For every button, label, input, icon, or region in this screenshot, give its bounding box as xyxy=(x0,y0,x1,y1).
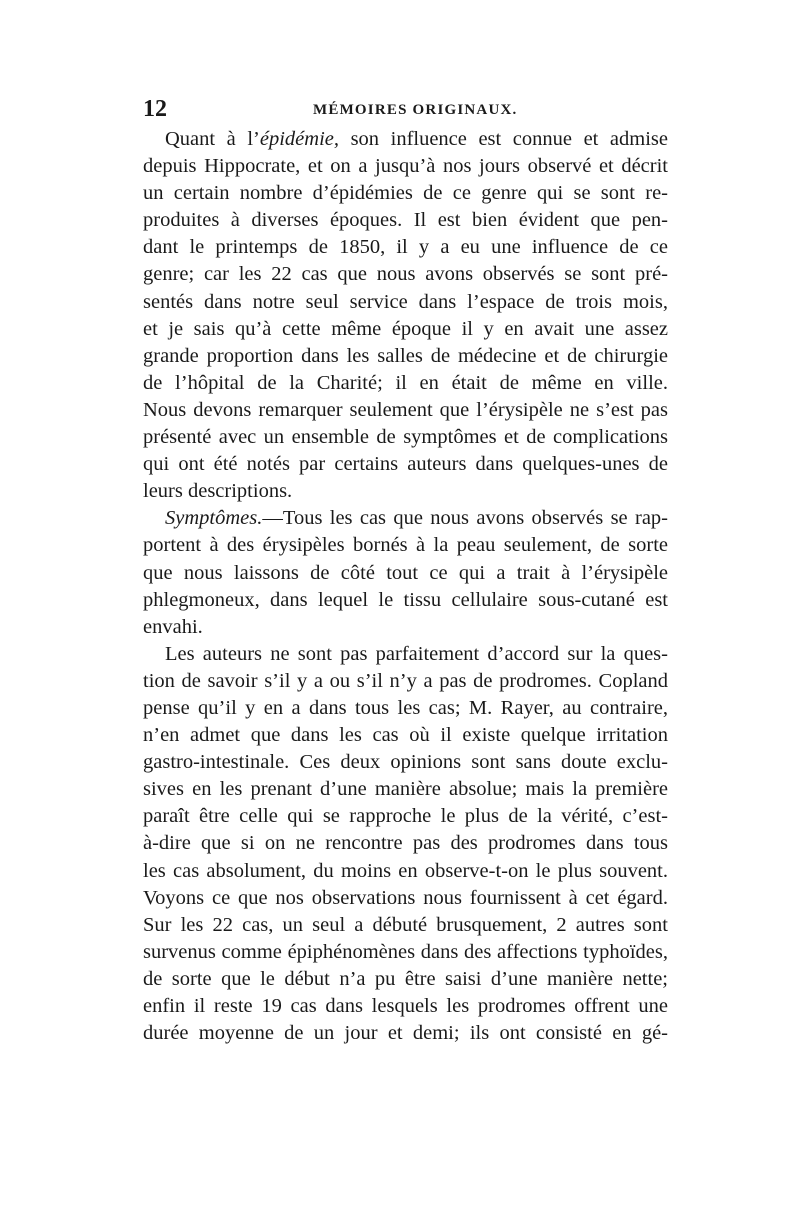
text-line: durée moyenne de un jour et demi; ils ont consisté en gé- xyxy=(143,1022,668,1045)
text-line: dant le printemps de 1850, il y a eu une influence de ce xyxy=(143,236,668,259)
running-head xyxy=(143,94,668,124)
text-line: de sorte que le début n’a pu être saisi d’une manière nette; xyxy=(143,967,668,990)
text-line: phlegmoneux, dans lequel le tissu cellulaire sous-cutané est xyxy=(143,588,668,611)
text-line: produites à diverses époques. Il est bien évident que pen- xyxy=(143,209,668,232)
text-line: leurs descriptions. xyxy=(143,480,293,503)
running-title: MÉMOIRES ORIGINAUX. xyxy=(313,102,518,118)
text-line: grande proportion dans les salles de médecine et de chirurgie xyxy=(143,344,668,367)
text-line: Voyons ce que nos observations nous fournissent à cet égard. xyxy=(143,886,668,909)
text-line: Sur les 22 cas, un seul a débuté brusquement, 2 autres sont xyxy=(143,913,668,936)
text-line: pense qu’il y en a dans tous les cas; M. Rayer, au contraire, xyxy=(143,696,668,719)
text-line: un certain nombre d’épidémies de ce genre qui se sont re- xyxy=(143,182,668,205)
text-line: Nous devons remarquer seulement que l’érysipèle ne s’est pas xyxy=(143,398,668,421)
text-line: les cas absolument, du moins en observe-t-on le plus souvent. xyxy=(143,859,668,882)
text-line: depuis Hippocrate, et on a jusqu’à nos jours observé et décrit xyxy=(143,155,668,178)
text-line: à-dire que si on ne rencontre pas des prodromes dans tous xyxy=(143,832,668,855)
section-heading-symptomes: Symptômes. xyxy=(165,507,263,530)
text-line: envahi. xyxy=(143,615,203,638)
text-line: présenté avec un ensemble de symptômes et de complications xyxy=(143,426,668,449)
text-line: qui ont été notés par certains auteurs dans quelques-unes de xyxy=(143,453,668,476)
text-line: et je sais qu’à cette même époque il y en avait une assez xyxy=(143,317,668,340)
text-line: survenus comme épiphénomènes dans des affections typhoïdes, xyxy=(143,940,668,963)
text-line: sentés dans notre seul service dans l’espace de trois mois, xyxy=(143,290,668,313)
text-line: gastro-intestinale. Ces deux opinions sont sans doute exclu- xyxy=(143,751,668,774)
page-number: 12 xyxy=(143,96,167,122)
text-line: tion de savoir s’il y a ou s’il n’y a pas de prodromes. Copland xyxy=(143,669,668,692)
text-line: Les auteurs ne sont pas parfaitement d’accord sur la ques- xyxy=(165,642,668,665)
text-line: Quant à l’épidémie, son influence est connue et admise xyxy=(165,128,668,150)
text-line: sives en les prenant d’une manière absolue; mais la première xyxy=(143,778,668,801)
text-line: portent à des érysipèles bornés à la peau seulement, de sorte xyxy=(143,534,668,557)
body-text xyxy=(143,126,668,1047)
text-line: paraît être celle qui se rapproche le plus de la vérité, c’est- xyxy=(143,805,668,828)
text-line: enfin il reste 19 cas dans lesquels les prodromes offrent une xyxy=(143,995,668,1017)
text-line: genre; car les 22 cas que nous avons observés se sont pré- xyxy=(143,263,668,286)
text-line: Symptômes.—Tous les cas que nous avons observés se rap- xyxy=(165,507,668,530)
text-line: que nous laissons de côté tout ce qui a trait à l’érysipèle xyxy=(143,561,668,584)
text-line: n’en admet que dans les cas où il existe quelque irritation xyxy=(143,724,668,747)
text-line: de l’hôpital de la Charité; il en était de même en ville. xyxy=(143,371,668,394)
emphasis-epidemie: épidémie, xyxy=(259,128,339,150)
